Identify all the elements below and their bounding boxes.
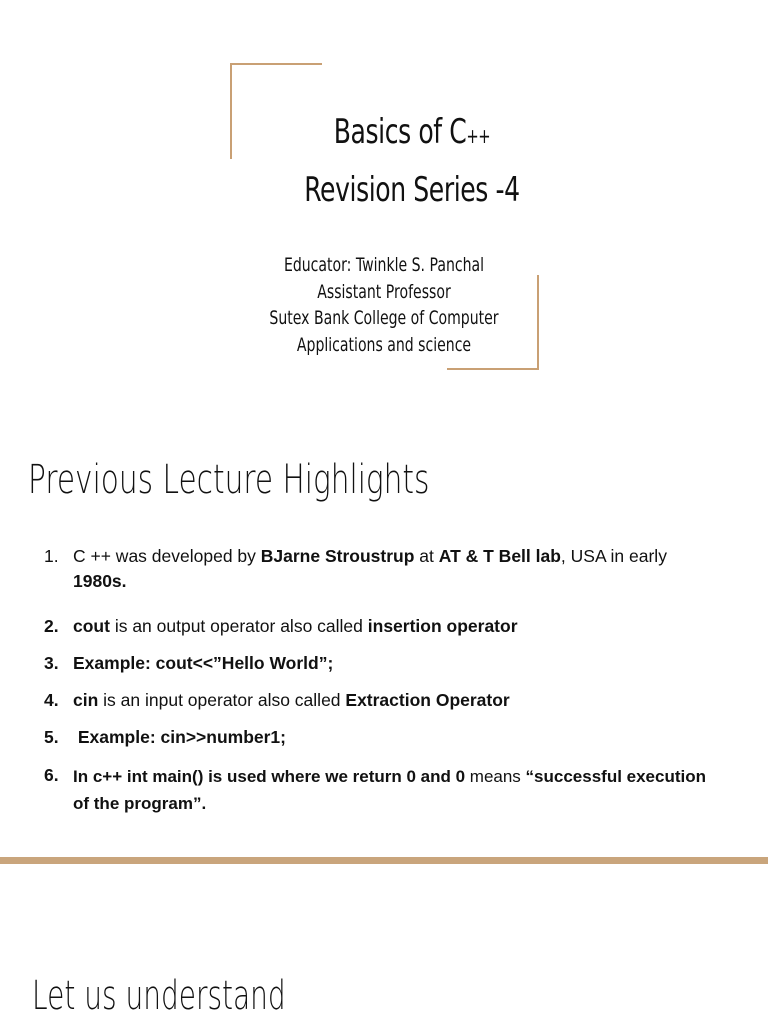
list-item-text: C ++ was developed by BJarne Stroustrup at AT & T Bell lab, USA in early 1980s. xyxy=(73,546,667,591)
list-number: 6. xyxy=(44,765,59,785)
slide-title xyxy=(238,105,586,217)
list-item-text: Example: cout<<”Hello World”; xyxy=(73,653,334,673)
list-item-text: In c++ int main() is used where we return 0 and 0 means “successful execution of the program”. xyxy=(73,767,707,813)
highlights-heading: Previous Lecture Highlights xyxy=(28,457,430,503)
title-line-2: Revision Series -4 xyxy=(304,170,520,210)
list-item-text: cout is an output operator also called insertion operator xyxy=(73,616,518,636)
title-line-1: Basics of C xyxy=(333,112,467,152)
highlights-slide xyxy=(0,420,768,860)
decorative-bracket-bottom xyxy=(447,275,539,370)
list-number: 2. xyxy=(44,616,59,636)
list-number: 3. xyxy=(44,653,59,673)
section-divider xyxy=(0,857,768,864)
understand-heading: Let us understand xyxy=(32,973,286,1019)
title-slide xyxy=(0,0,768,420)
list-item-text: Example: cin>>number1; xyxy=(73,727,286,747)
educator-position: Assistant Professor xyxy=(317,280,451,303)
list-number: 1. xyxy=(44,546,59,566)
educator-college-line-1: Sutex Bank College of Computer xyxy=(269,307,499,329)
list-number: 4. xyxy=(44,690,59,710)
educator-name: Educator: Twinkle S. Panchal xyxy=(283,254,485,276)
list-number: 5. xyxy=(44,727,59,747)
educator-college-line-2: Applications and science xyxy=(296,333,472,356)
list-item-text: cin is an input operator also called Extraction Operator xyxy=(73,690,510,710)
title-plus-signs: ++ xyxy=(466,124,491,148)
